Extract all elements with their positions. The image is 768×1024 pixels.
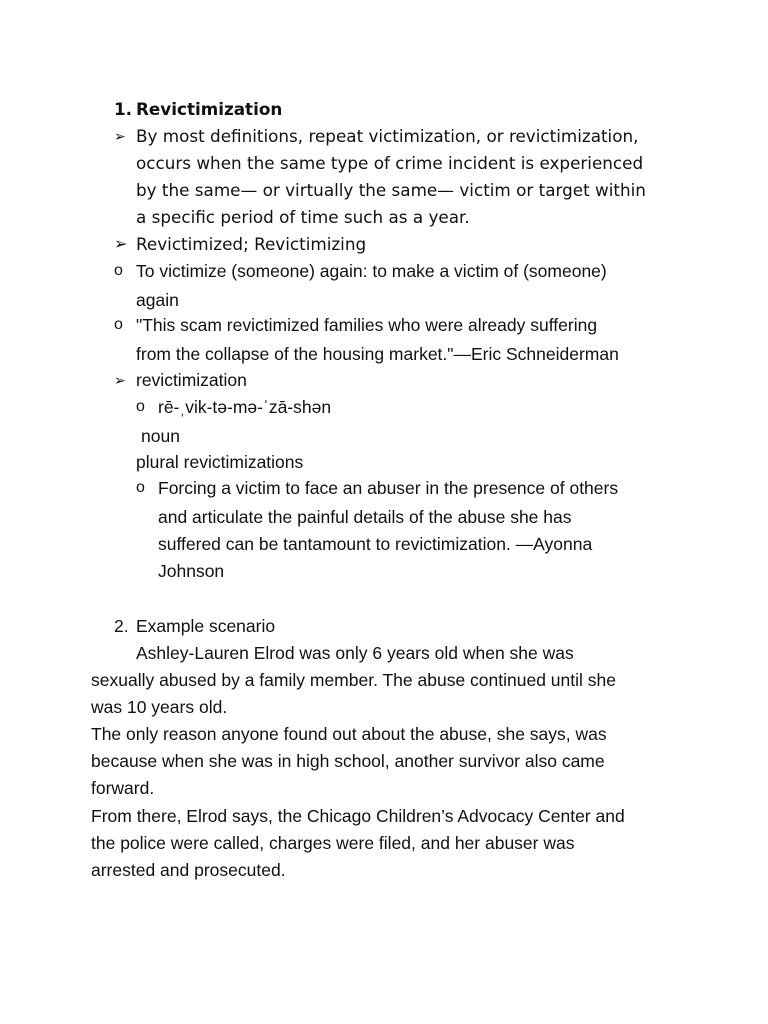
section-1-heading: Revictimization xyxy=(136,99,283,119)
definition-line: By most definitions, repeat victimization, or revictimization, xyxy=(136,126,639,146)
paragraph-line: forward. xyxy=(91,778,155,798)
example-quote-line: "This scam revictimized families who were already suffering xyxy=(136,315,598,335)
arrow-bullet-icon: ➢ xyxy=(114,234,128,253)
example-quote-line: and articulate the painful details of the abuse she has xyxy=(158,507,572,527)
example-quote-line: Forcing a victim to face an abuser in the presence of others xyxy=(158,478,619,498)
arrow-bullet-icon: ➢ xyxy=(114,129,126,145)
paragraph-line: Ashley-Lauren Elrod was only 6 years old when she was xyxy=(136,643,574,663)
paragraph-line: sexually abused by a family member. The abuse continued until she xyxy=(91,670,616,690)
paragraph-line: the police were called, charges were filed, and her abuser was xyxy=(91,833,575,853)
paragraph-line: was 10 years old. xyxy=(91,697,228,717)
example-quote-line: Johnson xyxy=(158,561,225,581)
paragraph-line: The only reason anyone found out about the abuse, she says, was xyxy=(91,724,607,744)
circle-bullet-icon: o xyxy=(114,262,123,279)
circle-bullet-icon: o xyxy=(136,398,145,415)
pronunciation: rē-ˌvik-tə-mə-ˈzā-shən xyxy=(158,397,332,417)
sense-line: To victimize (someone) again: to make a victim of (someone) xyxy=(136,261,607,281)
section-2-number: 2. xyxy=(114,616,129,636)
definition-line: a specific period of time such as a year. xyxy=(136,207,470,227)
paragraph-line: arrested and prosecuted. xyxy=(91,860,286,880)
paragraph-line: From there, Elrod says, the Chicago Children’s Advocacy Center and xyxy=(91,806,625,826)
sense-line: again xyxy=(136,290,179,310)
arrow-bullet-icon: ➢ xyxy=(114,373,126,389)
definition-line: occurs when the same type of crime incident is experienced xyxy=(136,153,644,173)
definition-line: by the same— or virtually the same— victim or target within xyxy=(136,180,646,200)
word-forms: Revictimized; Revictimizing xyxy=(136,234,367,254)
section-2-heading: Example scenario xyxy=(136,616,276,636)
example-quote-line: from the collapse of the housing market."—Eric Schneiderman xyxy=(136,344,619,364)
example-quote-line: suffered can be tantamount to revictimization. —Ayonna xyxy=(158,534,593,554)
circle-bullet-icon: o xyxy=(114,316,123,333)
plural-form: plural revictimizations xyxy=(136,452,304,472)
circle-bullet-icon: o xyxy=(136,479,145,496)
section-1-number: 1. xyxy=(114,99,133,119)
paragraph-line: because when she was in high school, another survivor also came xyxy=(91,751,605,771)
part-of-speech: noun xyxy=(141,426,180,446)
term: revictimization xyxy=(136,370,247,390)
